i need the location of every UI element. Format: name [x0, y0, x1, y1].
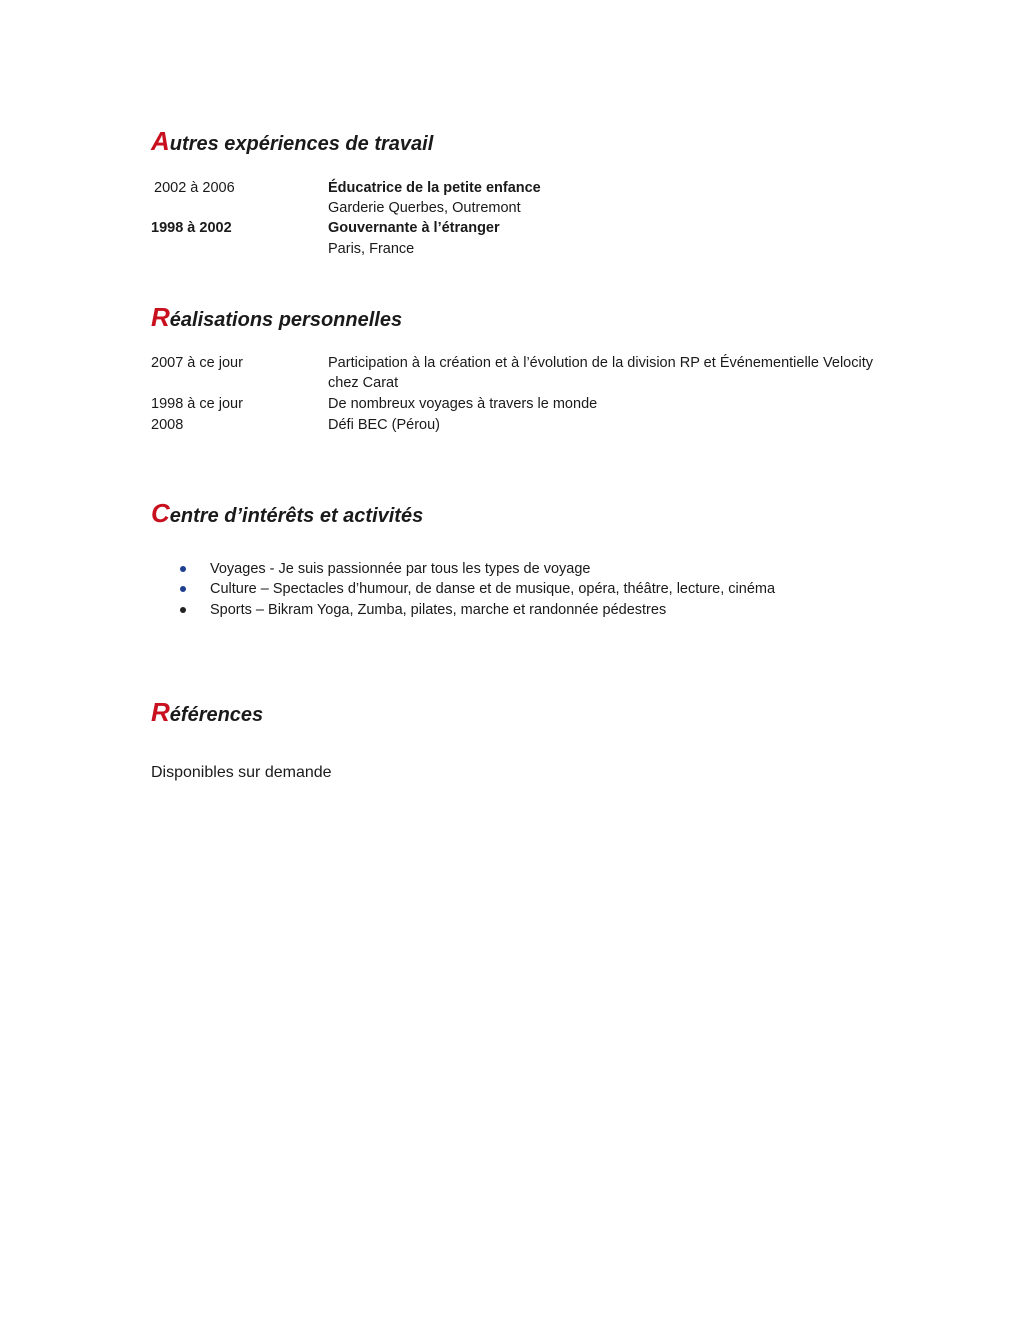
section-title-rest: éférences [169, 704, 264, 726]
entry-date: 2002 à 2006 [154, 180, 235, 196]
interest-text: Sports – Bikram Yoga, Zumba, pilates, marche et randonnée pédestres [210, 602, 667, 618]
entry-text: De nombreux voyages à travers le monde [328, 396, 598, 412]
bullet-icon [180, 566, 186, 572]
interest-text: Culture – Spectacles d’humour, de danse et de musique, opéra, théâtre, lecture, cinéma [210, 581, 776, 597]
section-title-achievements [151, 303, 402, 334]
entry-date: 2007 à ce jour [151, 355, 243, 371]
entry-title: Gouvernante à l’étranger [328, 220, 500, 236]
entry-date: 1998 à ce jour [151, 396, 243, 412]
entry-place: Garderie Querbes, Outremont [328, 200, 521, 216]
section-initial: R [151, 302, 170, 332]
entry-title: Éducatrice de la petite enfance [328, 180, 541, 196]
section-initial: R [151, 697, 170, 727]
entry-place: Paris, France [328, 241, 415, 257]
entry-text: Participation à la création et à l’évolution de la division RP et Événementielle Velocity chez Carat [328, 355, 873, 391]
section-title-experience [151, 127, 433, 158]
section-title-references [151, 698, 263, 729]
section-title-rest: éalisations personnelles [169, 309, 403, 331]
entry-text: Défi BEC (Pérou) [328, 417, 441, 433]
entry-date: 2008 [151, 417, 184, 433]
section-title-interests [151, 499, 423, 530]
section-initial: C [151, 498, 170, 528]
bullet-icon [180, 607, 186, 613]
references-text: Disponibles sur demande [151, 764, 332, 781]
section-initial: A [151, 126, 170, 156]
entry-date: 1998 à 2002 [151, 220, 232, 236]
section-title-rest: utres expériences de travail [169, 133, 434, 155]
section-title-rest: entre d’intérêts et activités [169, 505, 424, 527]
bullet-icon [180, 586, 186, 592]
achievement-entry [151, 353, 873, 395]
interest-text: Voyages - Je suis passionnée par tous les types de voyage [210, 561, 591, 577]
